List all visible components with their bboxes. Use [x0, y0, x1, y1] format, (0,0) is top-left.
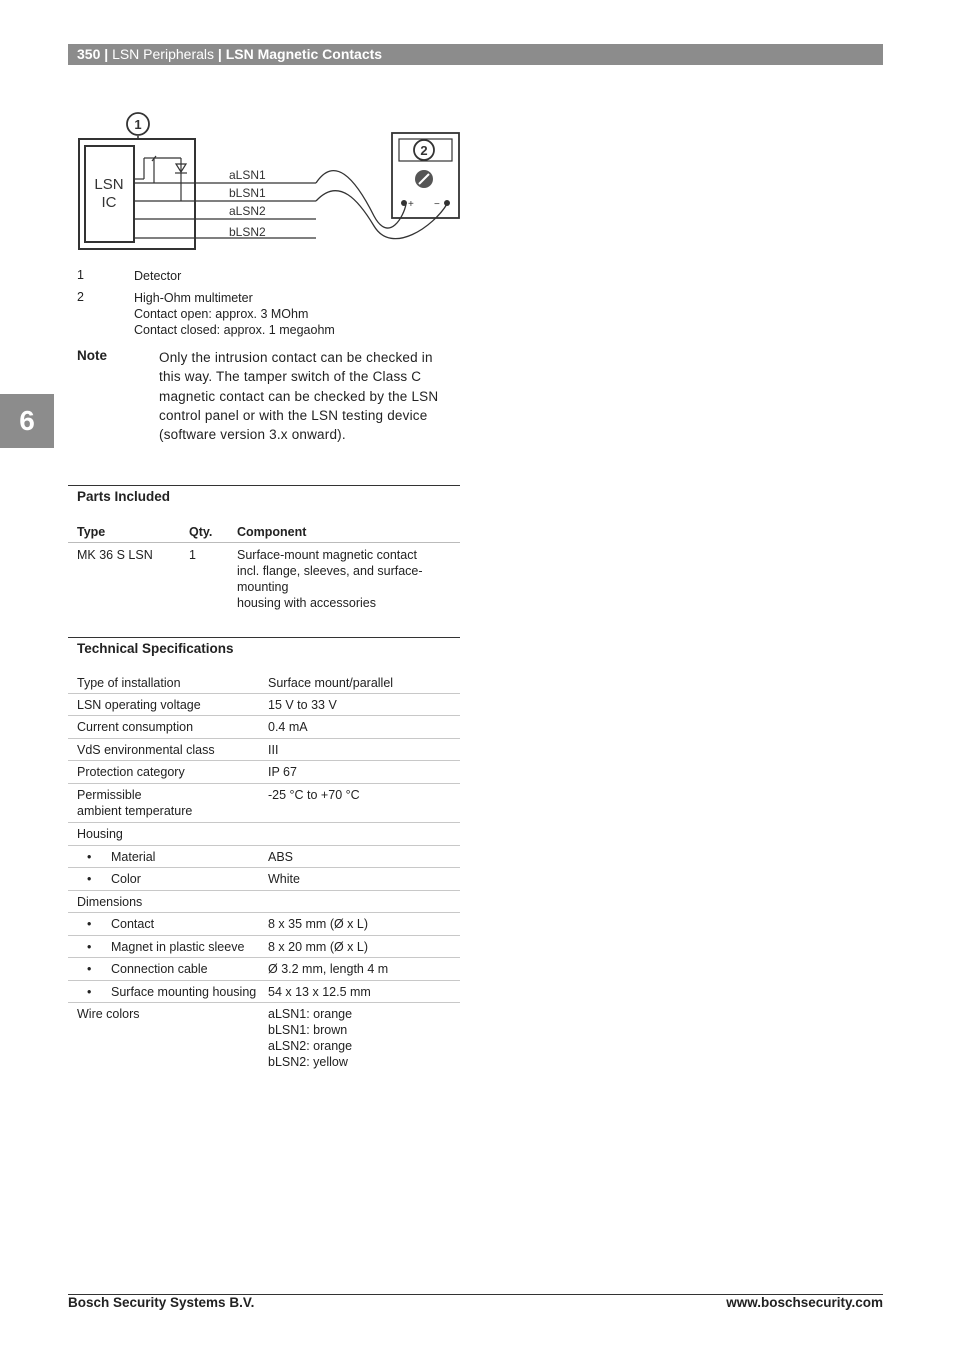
table-row: [68, 761, 460, 784]
table-row: [68, 891, 460, 914]
table-row: [68, 846, 460, 869]
table-row: [68, 784, 460, 824]
column-header-qty: Qty.: [189, 521, 237, 543]
spec-key: Housing: [77, 827, 123, 841]
detector-housing: [79, 139, 195, 249]
legend-text: [134, 268, 181, 284]
section-divider: [68, 485, 460, 486]
parts-header-row: [68, 521, 460, 543]
wire-label-alsn1: aLSN1: [229, 168, 266, 182]
spec-key: Surface mounting housing: [111, 984, 257, 999]
footer-company: Bosch Security Systems B.V.: [68, 1295, 255, 1310]
spec-key: Dimensions: [77, 894, 143, 909]
table-row: [68, 543, 460, 612]
spec-key: Color: [111, 872, 141, 886]
cell-type: MK 36 S LSN: [77, 548, 153, 562]
spec-value: White: [268, 872, 300, 886]
header-title: LSN Magnetic Contacts: [225, 46, 383, 62]
legend-line: Contact open: approx. 3 MOhm: [134, 307, 309, 321]
spec-value: 54 x 13 x 12.5 mm: [268, 984, 371, 999]
note-line: control panel or with the LSN testing device: [159, 407, 428, 423]
spec-key: Protection category: [77, 765, 185, 779]
legend-text: [134, 290, 335, 338]
page-number: 350: [77, 46, 101, 62]
spec-key: Wire colors: [77, 1007, 140, 1021]
callout-1-label: 1: [134, 117, 142, 132]
bullet-icon: •: [87, 849, 92, 864]
spec-value-line: aLSN2: orange: [268, 1039, 353, 1053]
ic-label-line1: LSN: [94, 176, 124, 193]
note-line: Only the intrusion contact can be checked in: [159, 350, 433, 365]
table-row: [68, 1003, 460, 1075]
footer-website: www.boschsecurity.com: [726, 1295, 883, 1310]
legend-number: 2: [77, 290, 84, 304]
spec-value: -25 °C to +70 °C: [268, 787, 360, 802]
cell-component: [237, 543, 460, 612]
spec-value: Surface mount/parallel: [268, 676, 394, 690]
spec-value: ABS: [268, 849, 294, 864]
wiring-diagram: [74, 106, 464, 256]
spec-value: [268, 1006, 352, 1070]
spec-value-line: bLSN2: yellow: [268, 1055, 348, 1069]
table-row: [68, 981, 460, 1004]
legend-line: Contact closed: approx. 1 megaohm: [134, 323, 335, 337]
column-header-component: Component: [237, 521, 460, 543]
note-line: magnetic contact can be checked by the LSN: [159, 388, 439, 404]
component-line: incl. flange, sleeves, and surface-mounting: [237, 564, 423, 594]
specs-table: [68, 672, 460, 1075]
spec-value: 8 x 35 mm (Ø x L): [268, 917, 369, 931]
bullet-icon: •: [87, 872, 92, 886]
bullet-icon: •: [87, 984, 92, 999]
bullet-icon: •: [87, 939, 92, 954]
spec-value: 0.4 mA: [268, 720, 308, 734]
section-divider: [68, 637, 460, 638]
wire-label-alsn2: aLSN2: [229, 204, 266, 218]
spec-key: [77, 787, 192, 819]
probe-plus-label: +: [408, 199, 414, 210]
header-section: LSN Peripherals: [112, 46, 214, 62]
probe-minus-label: −: [434, 199, 440, 210]
spec-value: IP 67: [268, 765, 297, 779]
spec-value: 15 V to 33 V: [268, 697, 337, 712]
note-line: (software version 3.x onward).: [159, 427, 346, 443]
legend-line: High-Ohm multimeter: [134, 291, 253, 305]
page-header: [68, 44, 883, 65]
probe-plus-terminal: [401, 200, 407, 206]
table-row: [68, 694, 460, 717]
spec-key: Current consumption: [77, 720, 194, 734]
spec-key: Magnet in plastic sleeve: [111, 939, 245, 954]
parts-section-title: Parts Included: [77, 489, 171, 504]
note-body: [159, 348, 459, 444]
header-separator: |: [217, 46, 222, 62]
table-row: [68, 716, 460, 739]
spec-key: Type of installation: [77, 676, 181, 690]
bullet-icon: •: [87, 917, 92, 931]
spec-key: Connection cable: [111, 962, 208, 976]
spec-value-line: aLSN1: orange: [268, 1007, 353, 1021]
table-row: [68, 936, 460, 959]
spec-value-line: bLSN1: brown: [268, 1023, 348, 1037]
wire-label-blsn1: bLSN1: [229, 186, 266, 200]
spec-key: VdS environmental class: [77, 742, 215, 757]
chapter-tab: 6: [0, 394, 54, 448]
contact-switch: [134, 156, 181, 201]
callout-2-label: 2: [420, 143, 428, 158]
note-line: this way. The tamper switch of the Class C: [159, 369, 422, 385]
bullet-icon: •: [87, 962, 92, 976]
table-row: [68, 823, 460, 846]
table-row: [68, 868, 460, 891]
table-row: [68, 672, 460, 694]
spec-key-line: Permissible: [77, 787, 142, 802]
note-label: Note: [77, 348, 107, 363]
parts-table: [68, 521, 460, 611]
spec-key: Contact: [111, 917, 155, 931]
ic-label-line2: IC: [101, 194, 117, 211]
spec-value: III: [268, 742, 279, 757]
wire-label-blsn2: bLSN2: [229, 225, 266, 239]
spec-value: Ø 3.2 mm, length 4 m: [268, 962, 389, 976]
spec-key: Material: [111, 849, 156, 864]
spec-key: LSN operating voltage: [77, 697, 201, 712]
cell-qty: 1: [189, 548, 196, 562]
component-line: Surface-mount magnetic contact: [237, 548, 417, 562]
table-row: [68, 739, 460, 762]
spec-key-line: ambient temperature: [77, 803, 193, 818]
column-header-type: Type: [68, 521, 189, 543]
component-line: housing with accessories: [237, 596, 376, 610]
legend-number: 1: [77, 268, 84, 282]
probe-minus-terminal: [444, 200, 450, 206]
specs-section-title: Technical Specifications: [77, 641, 234, 656]
legend-line: Detector: [134, 269, 182, 283]
header-separator: |: [104, 46, 109, 62]
spec-value: 8 x 20 mm (Ø x L): [268, 939, 369, 954]
table-row: [68, 958, 460, 981]
table-row: [68, 913, 460, 936]
